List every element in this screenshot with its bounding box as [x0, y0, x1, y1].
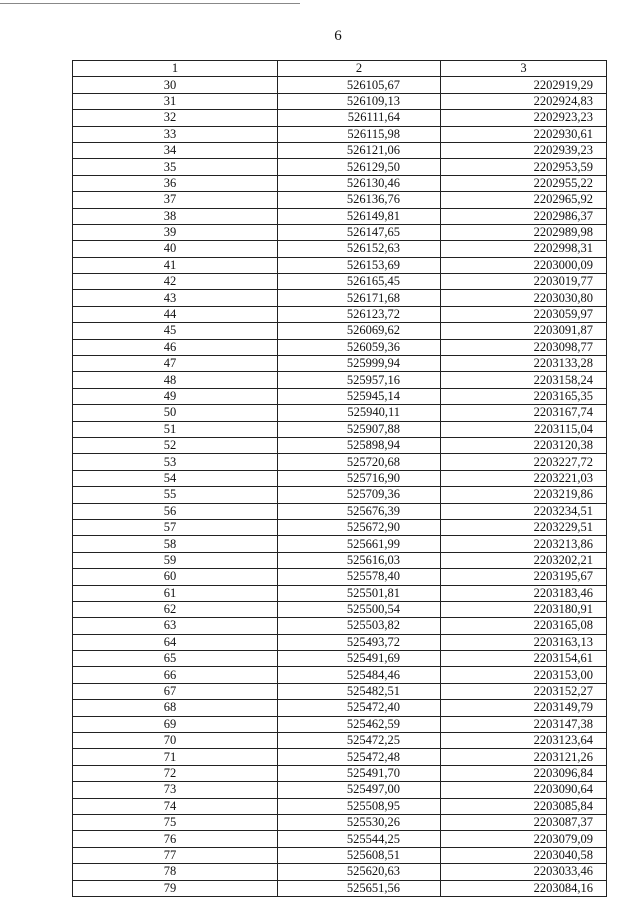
- point-number-cell: 35: [73, 159, 278, 175]
- y-coordinate-cell: 2203096,84: [441, 765, 607, 781]
- x-coordinate-cell: 525503,82: [278, 618, 441, 634]
- y-coordinate-cell: 2202989,98: [441, 224, 607, 240]
- y-coordinate-cell: 2203019,77: [441, 274, 607, 290]
- table-row: [73, 372, 607, 388]
- point-number-cell: 70: [73, 733, 278, 749]
- x-coordinate-cell: 525484,46: [278, 667, 441, 683]
- table-row: [73, 667, 607, 683]
- x-coordinate-cell: 525544,25: [278, 831, 441, 847]
- point-number-cell: 43: [73, 290, 278, 306]
- table-row: [73, 142, 607, 158]
- x-coordinate-cell: 526153,69: [278, 257, 441, 273]
- y-coordinate-cell: 2202924,83: [441, 93, 607, 109]
- point-number-cell: 59: [73, 552, 278, 568]
- x-coordinate-cell: 526109,13: [278, 93, 441, 109]
- point-number-cell: 30: [73, 77, 278, 93]
- point-number-cell: 57: [73, 519, 278, 535]
- table-row: [73, 192, 607, 208]
- y-coordinate-cell: 2202923,23: [441, 110, 607, 126]
- point-number-cell: 78: [73, 864, 278, 880]
- x-coordinate-cell: 525493,72: [278, 634, 441, 650]
- x-coordinate-cell: 525720,68: [278, 454, 441, 470]
- column-header-2: 2: [278, 61, 441, 77]
- x-coordinate-cell: 525472,25: [278, 733, 441, 749]
- table-row: [73, 93, 607, 109]
- table-row: [73, 552, 607, 568]
- table-row: [73, 437, 607, 453]
- y-coordinate-cell: 2203165,08: [441, 618, 607, 634]
- x-coordinate-cell: 525676,39: [278, 503, 441, 519]
- x-coordinate-cell: 526105,67: [278, 77, 441, 93]
- x-coordinate-cell: 525482,51: [278, 683, 441, 699]
- point-number-cell: 36: [73, 175, 278, 191]
- y-coordinate-cell: 2203221,03: [441, 470, 607, 486]
- x-coordinate-cell: 525608,51: [278, 847, 441, 863]
- y-coordinate-cell: 2203183,46: [441, 585, 607, 601]
- x-coordinate-cell: 525530,26: [278, 814, 441, 830]
- table-row: [73, 126, 607, 142]
- y-coordinate-cell: 2203000,09: [441, 257, 607, 273]
- point-number-cell: 73: [73, 782, 278, 798]
- table-row: [73, 339, 607, 355]
- x-coordinate-cell: 526115,98: [278, 126, 441, 142]
- y-coordinate-cell: 2203180,91: [441, 601, 607, 617]
- point-number-cell: 56: [73, 503, 278, 519]
- x-coordinate-cell: 526059,36: [278, 339, 441, 355]
- y-coordinate-cell: 2203121,26: [441, 749, 607, 765]
- y-coordinate-cell: 2202919,29: [441, 77, 607, 93]
- point-number-cell: 47: [73, 356, 278, 372]
- y-coordinate-cell: 2203229,51: [441, 519, 607, 535]
- table-row: [73, 274, 607, 290]
- point-number-cell: 65: [73, 651, 278, 667]
- x-coordinate-cell: 526165,45: [278, 274, 441, 290]
- x-coordinate-cell: 525472,40: [278, 700, 441, 716]
- point-number-cell: 79: [73, 880, 278, 896]
- table-row: [73, 618, 607, 634]
- table-row: [73, 749, 607, 765]
- table-row: [73, 356, 607, 372]
- table-row: [73, 306, 607, 322]
- point-number-cell: 69: [73, 716, 278, 732]
- y-coordinate-cell: 2203154,61: [441, 651, 607, 667]
- x-coordinate-cell: 525501,81: [278, 585, 441, 601]
- point-number-cell: 75: [73, 814, 278, 830]
- x-coordinate-cell: 525945,14: [278, 388, 441, 404]
- point-number-cell: 58: [73, 536, 278, 552]
- y-coordinate-cell: 2203090,64: [441, 782, 607, 798]
- y-coordinate-cell: 2202965,92: [441, 192, 607, 208]
- x-coordinate-cell: 525940,11: [278, 405, 441, 421]
- table-row: [73, 519, 607, 535]
- y-coordinate-cell: 2203123,64: [441, 733, 607, 749]
- point-number-cell: 77: [73, 847, 278, 863]
- point-number-cell: 68: [73, 700, 278, 716]
- x-coordinate-cell: 525651,56: [278, 880, 441, 896]
- table-row: [73, 224, 607, 240]
- y-coordinate-cell: 2203033,46: [441, 864, 607, 880]
- point-number-cell: 61: [73, 585, 278, 601]
- table-row: [73, 880, 607, 896]
- point-number-cell: 39: [73, 224, 278, 240]
- y-coordinate-cell: 2203133,28: [441, 356, 607, 372]
- y-coordinate-cell: 2202939,23: [441, 142, 607, 158]
- y-coordinate-cell: 2203091,87: [441, 323, 607, 339]
- x-coordinate-cell: 525491,69: [278, 651, 441, 667]
- y-coordinate-cell: 2203153,00: [441, 667, 607, 683]
- x-coordinate-cell: 525716,90: [278, 470, 441, 486]
- y-coordinate-cell: 2202955,22: [441, 175, 607, 191]
- point-number-cell: 45: [73, 323, 278, 339]
- point-number-cell: 62: [73, 601, 278, 617]
- table-row: [73, 323, 607, 339]
- y-coordinate-cell: 2203158,24: [441, 372, 607, 388]
- y-coordinate-cell: 2202998,31: [441, 241, 607, 257]
- y-coordinate-cell: 2203079,09: [441, 831, 607, 847]
- point-number-cell: 66: [73, 667, 278, 683]
- point-number-cell: 72: [73, 765, 278, 781]
- table-row: [73, 454, 607, 470]
- y-coordinate-cell: 2202930,61: [441, 126, 607, 142]
- table-row: [73, 503, 607, 519]
- point-number-cell: 48: [73, 372, 278, 388]
- table-row: [73, 733, 607, 749]
- table-row: [73, 159, 607, 175]
- table-row: [73, 241, 607, 257]
- y-coordinate-cell: 2203234,51: [441, 503, 607, 519]
- table-row: [73, 601, 607, 617]
- y-coordinate-cell: 2203098,77: [441, 339, 607, 355]
- table-row: [73, 798, 607, 814]
- table-row: [73, 765, 607, 781]
- table-row: [73, 634, 607, 650]
- table-row: [73, 864, 607, 880]
- x-coordinate-cell: 525661,99: [278, 536, 441, 552]
- x-coordinate-cell: 525616,03: [278, 552, 441, 568]
- y-coordinate-cell: 2203227,72: [441, 454, 607, 470]
- y-coordinate-cell: 2203213,86: [441, 536, 607, 552]
- x-coordinate-cell: 526121,06: [278, 142, 441, 158]
- table-row: [73, 77, 607, 93]
- point-number-cell: 53: [73, 454, 278, 470]
- table-row: [73, 388, 607, 404]
- x-coordinate-cell: 526136,76: [278, 192, 441, 208]
- point-number-cell: 37: [73, 192, 278, 208]
- x-coordinate-cell: 525578,40: [278, 569, 441, 585]
- x-coordinate-cell: 526171,68: [278, 290, 441, 306]
- y-coordinate-cell: 2203040,58: [441, 847, 607, 863]
- point-number-cell: 49: [73, 388, 278, 404]
- x-coordinate-cell: 525500,54: [278, 601, 441, 617]
- x-coordinate-cell: 525957,16: [278, 372, 441, 388]
- x-coordinate-cell: 525709,36: [278, 487, 441, 503]
- y-coordinate-cell: 2203085,84: [441, 798, 607, 814]
- table-row: [73, 651, 607, 667]
- y-coordinate-cell: 2203165,35: [441, 388, 607, 404]
- x-coordinate-cell: 526129,50: [278, 159, 441, 175]
- point-number-cell: 42: [73, 274, 278, 290]
- y-coordinate-cell: 2203059,97: [441, 306, 607, 322]
- table-row: [73, 487, 607, 503]
- point-number-cell: 52: [73, 437, 278, 453]
- column-header-3: 3: [441, 61, 607, 77]
- table-row: [73, 536, 607, 552]
- table-row: [73, 814, 607, 830]
- x-coordinate-cell: 525491,70: [278, 765, 441, 781]
- point-number-cell: 54: [73, 470, 278, 486]
- x-coordinate-cell: 526069,62: [278, 323, 441, 339]
- table-row: [73, 175, 607, 191]
- y-coordinate-cell: 2203147,38: [441, 716, 607, 732]
- x-coordinate-cell: 526147,65: [278, 224, 441, 240]
- y-coordinate-cell: 2203195,67: [441, 569, 607, 585]
- point-number-cell: 74: [73, 798, 278, 814]
- table-header-row: [73, 61, 607, 77]
- y-coordinate-cell: 2203152,27: [441, 683, 607, 699]
- x-coordinate-cell: 526123,72: [278, 306, 441, 322]
- table-row: [73, 700, 607, 716]
- x-coordinate-cell: 526149,81: [278, 208, 441, 224]
- x-coordinate-cell: 525497,00: [278, 782, 441, 798]
- table-row: [73, 683, 607, 699]
- x-coordinate-cell: 526130,46: [278, 175, 441, 191]
- point-number-cell: 41: [73, 257, 278, 273]
- column-header-1: 1: [73, 61, 278, 77]
- x-coordinate-cell: 525508,95: [278, 798, 441, 814]
- point-number-cell: 63: [73, 618, 278, 634]
- page-number: 6: [334, 28, 342, 44]
- x-coordinate-cell: 526111,64: [278, 110, 441, 126]
- point-number-cell: 32: [73, 110, 278, 126]
- point-number-cell: 38: [73, 208, 278, 224]
- y-coordinate-cell: 2203115,04: [441, 421, 607, 437]
- table-row: [73, 290, 607, 306]
- point-number-cell: 55: [73, 487, 278, 503]
- table-row: [73, 110, 607, 126]
- x-coordinate-cell: 525462,59: [278, 716, 441, 732]
- y-coordinate-cell: 2203030,80: [441, 290, 607, 306]
- table-row: [73, 257, 607, 273]
- y-coordinate-cell: 2202986,37: [441, 208, 607, 224]
- y-coordinate-cell: 2203120,38: [441, 437, 607, 453]
- coordinates-table: [72, 60, 607, 897]
- x-coordinate-cell: 526152,63: [278, 241, 441, 257]
- table-body: [73, 77, 607, 897]
- point-number-cell: 64: [73, 634, 278, 650]
- x-coordinate-cell: 525907,88: [278, 421, 441, 437]
- y-coordinate-cell: 2203202,21: [441, 552, 607, 568]
- y-coordinate-cell: 2203087,37: [441, 814, 607, 830]
- table-row: [73, 716, 607, 732]
- point-number-cell: 76: [73, 831, 278, 847]
- point-number-cell: 51: [73, 421, 278, 437]
- y-coordinate-cell: 2203084,16: [441, 880, 607, 896]
- table-row: [73, 585, 607, 601]
- x-coordinate-cell: 525472,48: [278, 749, 441, 765]
- top-rule: [0, 3, 300, 4]
- y-coordinate-cell: 2202953,59: [441, 159, 607, 175]
- table-row: [73, 421, 607, 437]
- table-row: [73, 782, 607, 798]
- x-coordinate-cell: 525672,90: [278, 519, 441, 535]
- table-row: [73, 208, 607, 224]
- table-row: [73, 569, 607, 585]
- table-row: [73, 470, 607, 486]
- point-number-cell: 44: [73, 306, 278, 322]
- y-coordinate-cell: 2203219,86: [441, 487, 607, 503]
- table-row: [73, 831, 607, 847]
- table-row: [73, 847, 607, 863]
- point-number-cell: 40: [73, 241, 278, 257]
- point-number-cell: 60: [73, 569, 278, 585]
- point-number-cell: 46: [73, 339, 278, 355]
- x-coordinate-cell: 525999,94: [278, 356, 441, 372]
- x-coordinate-cell: 525620,63: [278, 864, 441, 880]
- y-coordinate-cell: 2203167,74: [441, 405, 607, 421]
- y-coordinate-cell: 2203149,79: [441, 700, 607, 716]
- point-number-cell: 67: [73, 683, 278, 699]
- point-number-cell: 31: [73, 93, 278, 109]
- y-coordinate-cell: 2203163,13: [441, 634, 607, 650]
- point-number-cell: 34: [73, 142, 278, 158]
- x-coordinate-cell: 525898,94: [278, 437, 441, 453]
- point-number-cell: 50: [73, 405, 278, 421]
- table-row: [73, 405, 607, 421]
- point-number-cell: 71: [73, 749, 278, 765]
- point-number-cell: 33: [73, 126, 278, 142]
